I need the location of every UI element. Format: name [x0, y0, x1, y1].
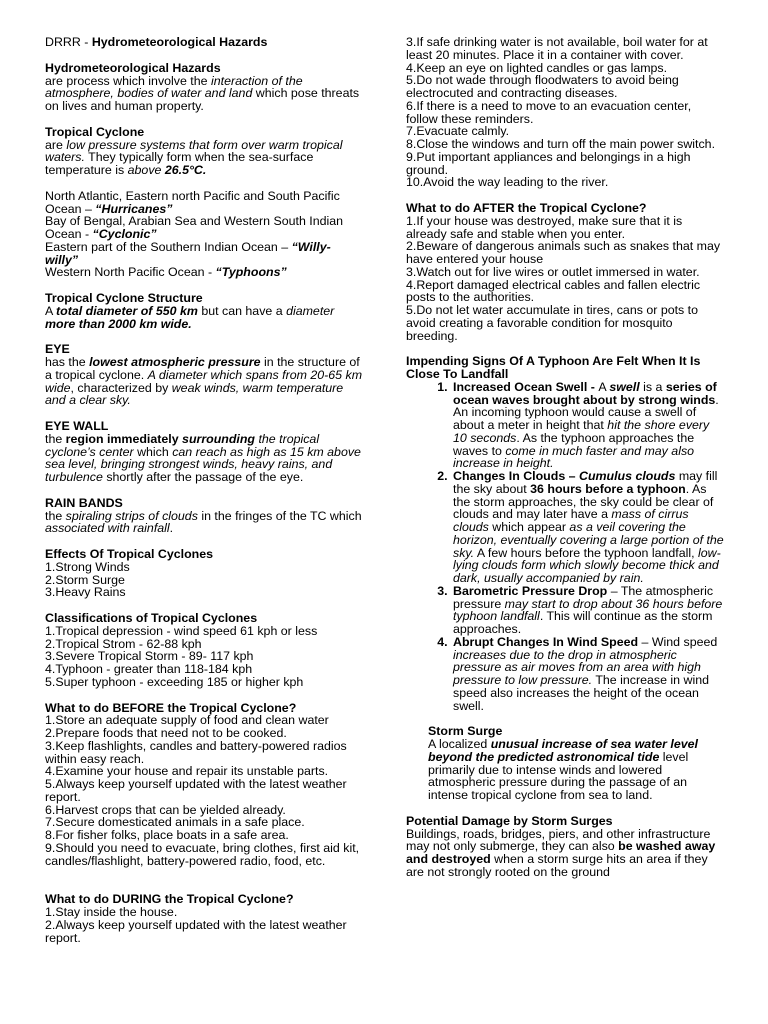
list-item: 3.Severe Tropical Storm - 89- 117 kph: [45, 649, 254, 664]
section-heading: Effects Of Tropical Cyclones: [45, 547, 214, 561]
name-line: Bay of Bengal, Arabian Sea and Western South Indian Ocean - “Cyclonic”: [45, 214, 344, 241]
list-item: 4.Typhoon - greater than 118-184 kph: [45, 662, 253, 676]
name-line: North Atlantic, Eastern north Pacific and South Pacific Ocean – “Hurricanes”: [45, 188, 340, 216]
section-after: [406, 202, 724, 342]
list-item: 3.Watch out for live wires or outlet immersed in water.: [406, 264, 700, 279]
list-item: 1.Stay inside the house.: [45, 905, 178, 919]
list-item: 7.Secure domesticated animals in a safe place.: [45, 815, 305, 830]
list-item: 3.Heavy Rains: [45, 585, 126, 600]
list-item: 1.Tropical depression - wind speed 61 kph or less: [45, 623, 318, 638]
left-column: [45, 36, 363, 957]
list-item: 4.Keep an eye on lighted candles or gas lamps.: [406, 60, 668, 75]
section-heading: Tropical Cyclone Structure: [45, 291, 203, 305]
list-item: 7.Evacuate calmly.: [406, 124, 510, 139]
section-heading: Tropical Cyclone: [45, 124, 145, 139]
section-heading: Storm Surge: [428, 724, 503, 739]
section-storm-surge: Storm Surge A localized unusual increase of sea water level beyond the predicted astronomical tide level primarily due to intense winds and lowered atmospheric pressure during the passage of an intense tropical cyclone from sea to land.: [406, 725, 724, 802]
sign-item-ocean-swell: 1. Increased Ocean Swell - A swell is a series of ocean waves brought about by strong winds. An incoming typhoon would cause a swell of about a meter in height that hit the shore every 10 seconds. As the typhoon approaches the waves to come in much faster and may also increase in height.: [451, 381, 724, 470]
list-item: 1.If your house was destroyed, make sure that it is already safe and stable when you enter.: [406, 213, 683, 241]
list-item: 5.Always keep yourself updated with the latest weather report.: [45, 777, 347, 804]
section-heading: RAIN BANDS: [45, 495, 123, 510]
name-line: Eastern part of the Southern Indian Ocean – “Willy- willy”: [45, 239, 331, 267]
sign-item-wind-speed: 4. Abrupt Changes In Wind Speed – Wind speed increases due to the drop in atmospheric pressure as air moves from an area with high pressure to low pressure. The increase in wind speed also increases the height of the ocean swell.: [451, 636, 724, 713]
list-item: 9.Put important appliances and belongings in a high ground.: [406, 149, 691, 177]
section-tropical-cyclone: Tropical Cyclone are low pressure systems that form over warm tropical waters. They typically form when the sea-surface temperature is above 26.5°C.: [45, 126, 363, 177]
list-item: 2.Prepare foods that need not to be cooked.: [45, 726, 287, 740]
section-eye: EYE has the lowest atmospheric pressure in the structure of a tropical cyclone. A diameter which spans from 20-65 km wide, characterized by weak winds, warm temperature and a clear sky.: [45, 342, 363, 408]
list-item: 10.Avoid the way leading to the river.: [406, 175, 609, 190]
section-heading: EYE: [45, 342, 70, 357]
list-item: 6.If there is a need to move to an evacuation center, follow these reminders.: [406, 98, 692, 126]
list-item: 2.Always keep yourself updated with the latest weather report.: [45, 917, 347, 945]
section-heading: Classifications of Tropical Cyclones: [45, 611, 258, 625]
section-potential-damage: Potential Damage by Storm Surges Buildings, roads, bridges, piers, and other infrastructure may not only submerge, they can also be washed away and destroyed when a storm surge hits an area if they are not strongly rooted on the ground: [406, 815, 724, 879]
section-eye-wall: EYE WALL the region immediately surrounding the tropical cyclone’s center which can reach as high as 15 km above sea level, bringing strongest winds, heavy rains, and turbulence shortly after the passage of the eye.: [45, 420, 363, 484]
section-before: [45, 702, 363, 868]
document-title: DRRR - Hydrometeorological Hazards: [45, 35, 268, 49]
list-item: 6.Harvest crops that can be yielded already.: [45, 802, 286, 817]
name-line: Western North Pacific Ocean - “Typhoons”: [45, 265, 287, 280]
list-item: 3.If safe drinking water is not available, boil water for at least 20 minutes. Place it in a container with cover.: [406, 35, 708, 62]
section-rain-bands: RAIN BANDS the spiraling strips of clouds in the fringes of the TC which associated with rainfall.: [45, 495, 362, 536]
section-impending-signs: [406, 355, 724, 712]
section-during-continued: [406, 36, 724, 189]
list-item: 8.Close the windows and turn off the main power switch.: [406, 137, 716, 151]
section-during: [45, 893, 363, 944]
list-item: 5.Super typhoon - exceeding 185 or higher kph: [45, 674, 304, 689]
section-cyclone-names: [45, 190, 363, 279]
list-item: 4.Examine your house and repair its unstable parts.: [45, 764, 329, 779]
section-heading: What to do DURING the Tropical Cyclone?: [45, 892, 294, 907]
section-heading: What to do AFTER the Tropical Cyclone?: [406, 201, 647, 215]
list-item: 5.Do not let water accumulate in tires, cans or pots to avoid creating a favorable condition for mosquito breeding.: [406, 303, 699, 343]
section-heading: Impending Signs Of A Typhoon Are Felt When It Is Close To Landfall: [406, 354, 701, 381]
section-hydrometeorological-hazards: Hydrometeorological Hazards are process which involve the interaction of the atmosphere, bodies of water and land which pose threats on lives and human property.: [45, 62, 363, 113]
list-item: 2.Tropical Strom - 62-88 kph: [45, 636, 202, 651]
list-item: 3.Keep flashlights, candles and battery-powered radios within easy reach.: [45, 738, 347, 766]
section-effects: [45, 548, 363, 599]
sign-item-pressure: 3. Barometric Pressure Drop – The atmospheric pressure may start to drop about 36 hours before typhoon landfall. This will continue as the storm approaches.: [451, 585, 724, 636]
list-item: 5.Do not wade through floodwaters to avoid being electrocuted and contracting diseases.: [406, 73, 679, 100]
list-item: 2.Beware of dangerous animals such as snakes that may have entered your house: [406, 239, 721, 266]
list-item: 1.Store an adequate supply of food and clean water: [45, 713, 329, 728]
signs-list: [406, 381, 724, 713]
list-item: 1.Strong Winds: [45, 559, 130, 574]
list-item: 4.Report damaged electrical cables and fallen electric posts to the authorities.: [406, 277, 701, 305]
section-heading: Potential Damage by Storm Surges: [406, 813, 613, 828]
sign-item-clouds: 2. Changes In Clouds – Cumulus clouds may fill the sky about 36 hours before a typhoon. As the storm approaches, the sky could be clear of clouds and may later have a mass of cirrus clouds which appear as a veil covering the horizon, eventually covering a large portion of the sky. A few hours before the typhoon landfall, low-lying clouds form which slowly become thick and dark, usually accompanied by rain.: [451, 470, 724, 585]
right-column: [406, 36, 724, 892]
section-structure: Tropical Cyclone Structure A total diameter of 550 km but can have a diameter more than 2000 km wide.: [45, 292, 363, 330]
list-item: 2.Storm Surge: [45, 572, 125, 587]
list-item: 9.Should you need to evacuate, bring clothes, first aid kit, candles/flashlight, battery-powered radio, food, etc.: [45, 840, 360, 868]
list-item: 8.For fisher folks, place boats in a safe area.: [45, 828, 289, 842]
section-heading: Hydrometeorological Hazards: [45, 60, 221, 75]
section-classifications: [45, 612, 363, 689]
section-heading: What to do BEFORE the Tropical Cyclone?: [45, 700, 297, 715]
section-heading: EYE WALL: [45, 419, 109, 433]
